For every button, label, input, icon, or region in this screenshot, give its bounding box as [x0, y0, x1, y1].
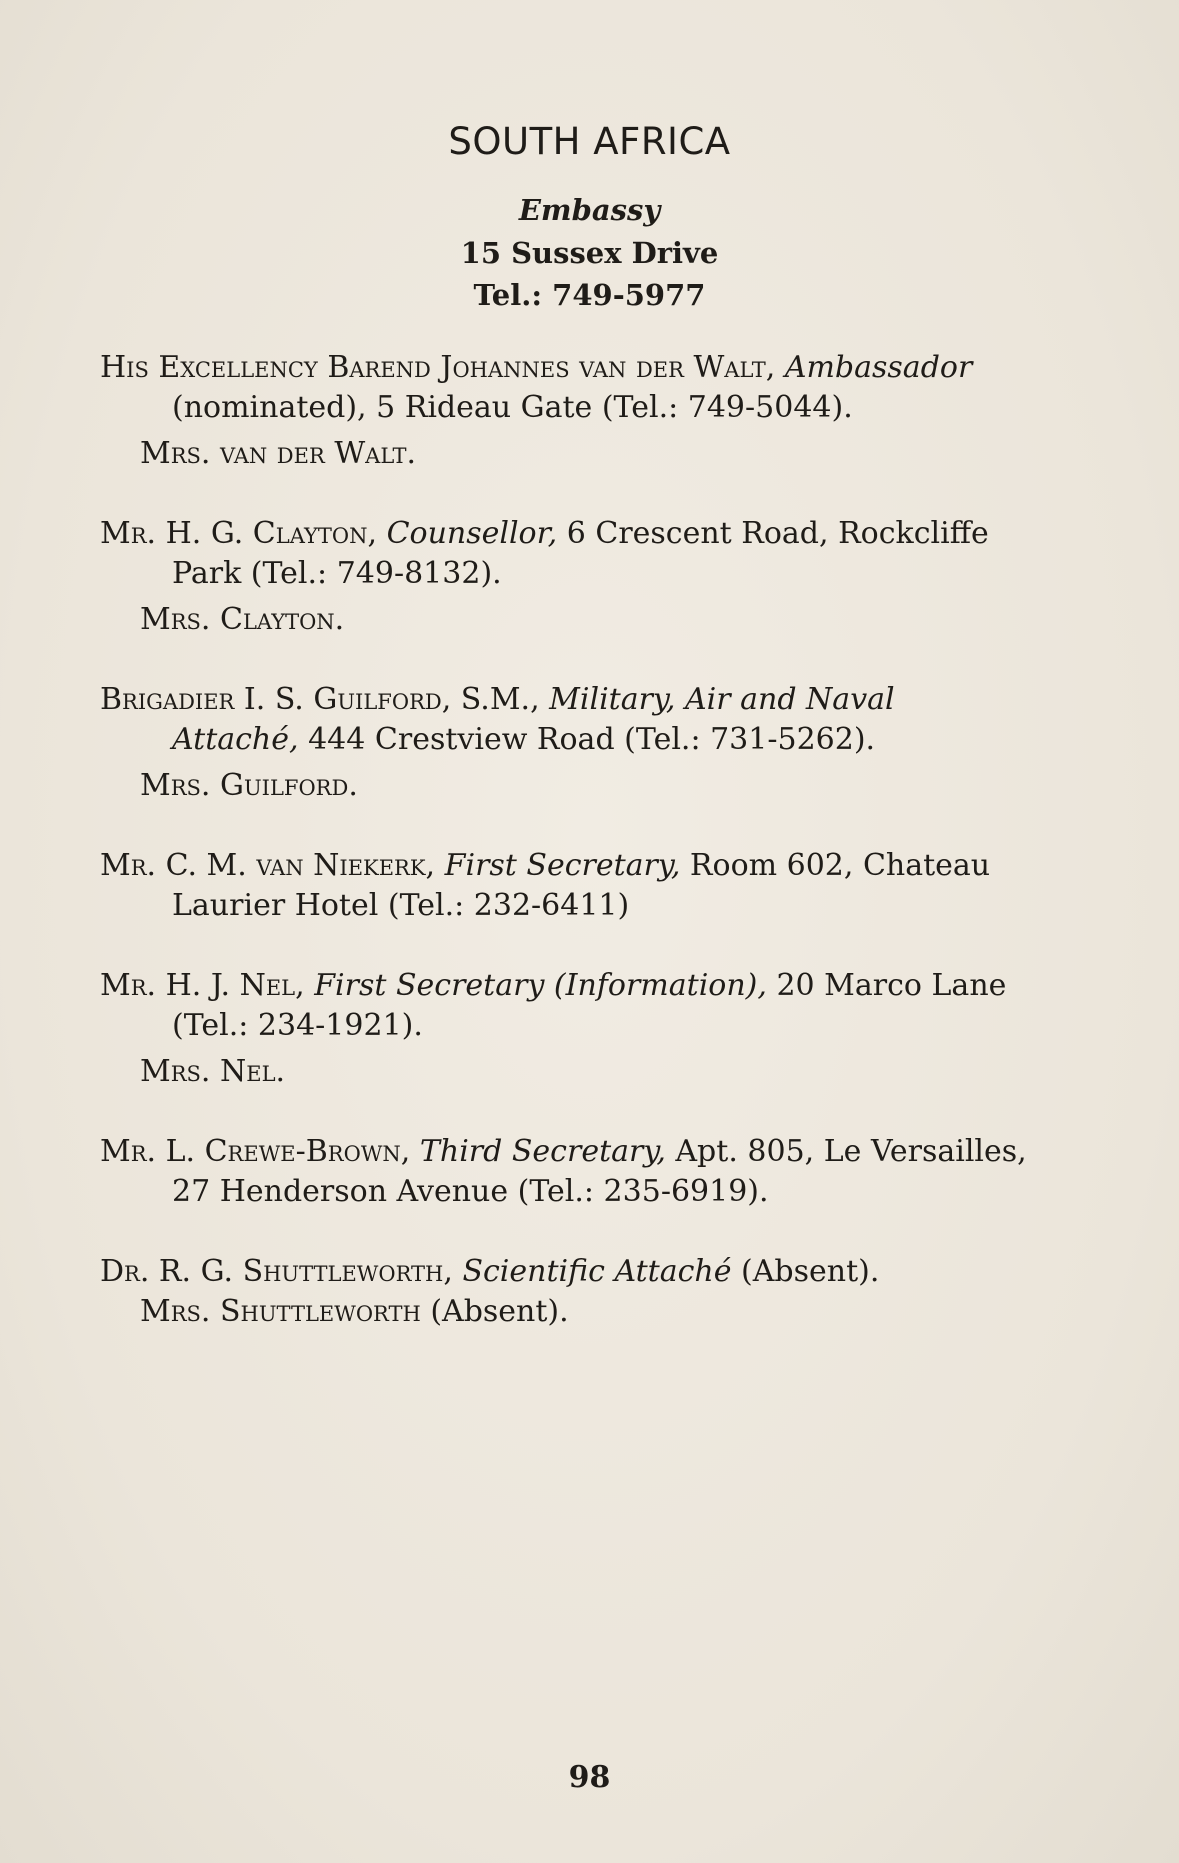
- staff-details: 20 Marco Lane (Tel.: 234-1921).: [172, 968, 1007, 1043]
- spouse-status: (Absent).: [420, 1294, 569, 1329]
- embassy-phone: Tel.: 749-5977: [473, 278, 706, 312]
- staff-primary: [100, 846, 1030, 926]
- staff-entry: [100, 1252, 1030, 1332]
- staff-list: [100, 348, 1030, 1332]
- staff-name: Mr. H. J. Nel,: [100, 968, 305, 1003]
- spouse-name: Mrs. Clayton.: [140, 602, 345, 637]
- country-heading: SOUTH AFRICA: [448, 120, 731, 163]
- staff-details: Room 602, Chateau Laurier Hotel (Tel.: 232-6411): [172, 848, 991, 923]
- staff-primary: [100, 1132, 1030, 1212]
- staff-name: His Excellency Barend Johannes van der Walt,: [100, 350, 776, 385]
- embassy-address: 15 Sussex Drive: [460, 236, 719, 270]
- staff-role: Military, Air and Naval Attaché,: [172, 682, 895, 757]
- staff-entry: [100, 514, 1030, 640]
- section-subtitle: Embassy: [518, 193, 661, 227]
- staff-details: (nominated), 5 Rideau Gate (Tel.: 749-5044).: [172, 390, 853, 425]
- staff-primary: [100, 1252, 1030, 1292]
- staff-primary: [100, 514, 1030, 594]
- staff-entry: [100, 966, 1030, 1092]
- staff-name: Mr. H. G. Clayton,: [100, 516, 378, 551]
- staff-details: 6 Crescent Road, Rockcliffe Park (Tel.: 749-8132).: [172, 516, 989, 591]
- staff-details: Apt. 805, Le Versailles, 27 Henderson Avenue (Tel.: 235-6919).: [172, 1134, 1027, 1209]
- staff-primary: [100, 680, 1030, 760]
- staff-name: Mr. L. Crewe-Brown,: [100, 1134, 411, 1169]
- staff-honours: S.M.,: [451, 682, 550, 717]
- staff-primary: [100, 966, 1030, 1046]
- staff-role: Scientific Attaché: [462, 1254, 732, 1289]
- staff-role: First Secretary (Information),: [314, 968, 767, 1003]
- spouse-name: Mrs. Shuttleworth: [140, 1294, 421, 1329]
- spouse-name: Mrs. van der Walt.: [140, 436, 417, 471]
- spouse-name: Mrs. Guilford.: [140, 768, 358, 803]
- staff-role: First Secretary,: [444, 848, 681, 883]
- staff-role: Third Secretary,: [419, 1134, 666, 1169]
- staff-entry: [100, 846, 1030, 926]
- spouse-name: Mrs. Nel.: [140, 1054, 286, 1089]
- staff-entry: [100, 680, 1030, 806]
- staff-name: Brigadier I. S. Guilford,: [100, 682, 452, 717]
- staff-details: 444 Crestview Road (Tel.: 731-5262).: [298, 722, 876, 757]
- staff-details: (Absent).: [731, 1254, 880, 1289]
- staff-name: Dr. R. G. Shuttleworth,: [100, 1254, 453, 1289]
- staff-primary: [100, 348, 1030, 428]
- staff-role: Ambassador: [784, 350, 973, 385]
- staff-entry: [100, 348, 1030, 474]
- staff-role: Counsellor,: [386, 516, 558, 551]
- staff-name: Mr. C. M. van Niekerk,: [100, 848, 436, 883]
- staff-entry: [100, 1132, 1030, 1212]
- spouse-line: [140, 1292, 1030, 1332]
- page-number: 98: [568, 1760, 611, 1795]
